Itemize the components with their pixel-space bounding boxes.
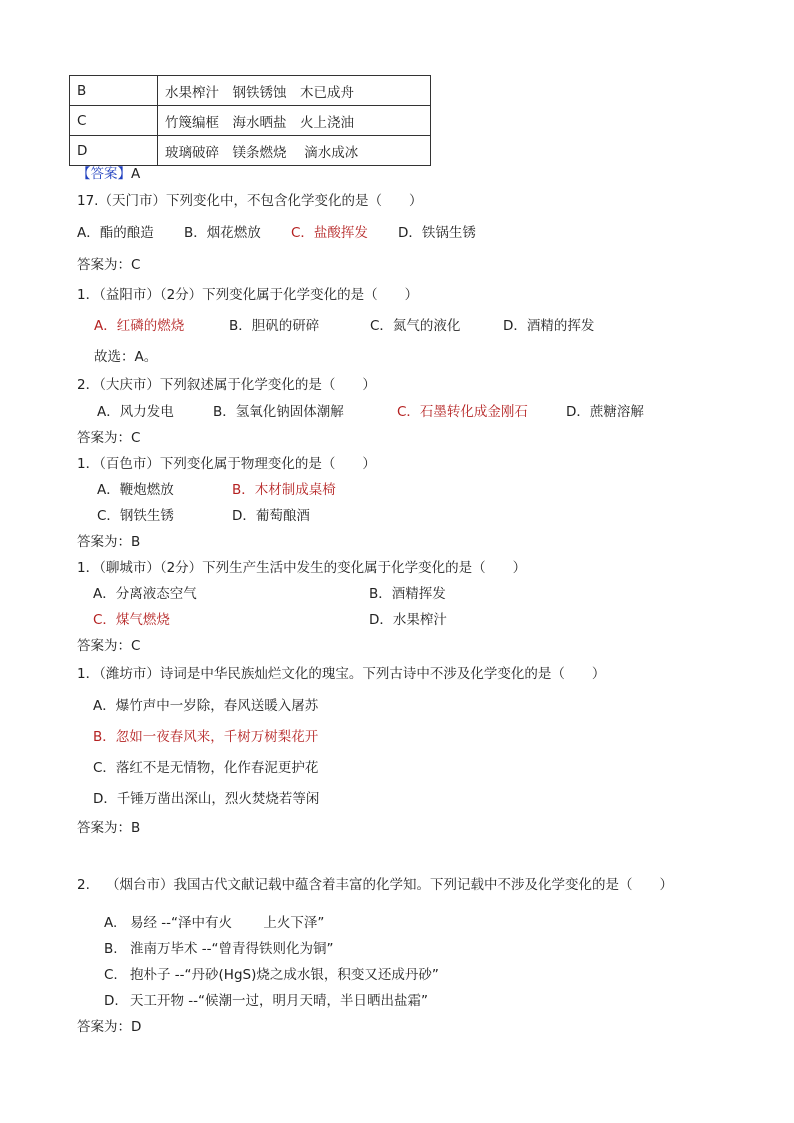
answer-value: A: [131, 166, 141, 182]
answer-line: 答案为：C: [77, 430, 141, 446]
table-row: [70, 136, 431, 166]
option-a: A．鞭炮燃放: [97, 482, 174, 498]
row-key: B: [70, 76, 158, 106]
options-table: [69, 75, 431, 166]
option-a: A．红磷的燃烧: [94, 318, 185, 334]
option-a: A．爆竹声中一岁除，春风送暖入屠苏: [93, 698, 319, 714]
row-key: C: [70, 106, 158, 136]
option-a: 易经 --“泽中有火 上火下泽”: [130, 915, 325, 931]
table-row: [70, 106, 431, 136]
question-stem: （烟台市）我国古代文献记载中蕴含着丰富的化学知。下列记载中不涉及化学变化的是（ ）: [106, 877, 673, 893]
answer-tag: 【答案】: [77, 166, 131, 182]
option-letter: A.: [104, 915, 118, 931]
answer-line: [77, 165, 140, 183]
answer-line: 答案为：B: [77, 534, 141, 550]
option-c: C．钢铁生锈: [97, 508, 174, 524]
answer-line: 答案为：C: [77, 257, 141, 273]
question-stem: 1．（益阳市）（2分）下列变化属于化学变化的是（ ）: [77, 287, 419, 303]
option-a: A．酯的酿造: [77, 225, 154, 241]
option-b: B．木材制成桌椅: [232, 482, 336, 498]
row-value: 水果榨汁 钢铁锈蚀 木已成舟: [158, 76, 431, 106]
option-letter: D.: [104, 993, 119, 1009]
option-c: C．落红不是无情物，化作春泥更护花: [93, 760, 319, 776]
option-c: C．煤气燃烧: [93, 612, 170, 628]
question-stem: 17.（天门市）下列变化中，不包含化学变化的是（ ）: [77, 193, 423, 209]
option-d: D．蔗糖溶解: [566, 404, 644, 420]
option-letter: B.: [104, 941, 118, 957]
option-c: C．盐酸挥发: [291, 225, 368, 241]
option-b: B．酒精挥发: [369, 586, 446, 602]
option-d: D．铁锅生锈: [398, 225, 476, 241]
answer-line: 答案为：D: [77, 1019, 142, 1035]
option-b: 淮南万毕术 --“曾青得铁则化为铜”: [130, 941, 334, 957]
option-a: A．分离液态空气: [93, 586, 197, 602]
option-b: B．胆矾的研碎: [229, 318, 320, 334]
option-d: D．千锤万凿出深山，烈火焚烧若等闲: [93, 791, 320, 807]
option-d: 天工开物 --“候潮一过，明月天晴，半日晒出盐霜”: [130, 993, 429, 1009]
answer-line: 答案为：B: [77, 820, 141, 836]
row-value: 竹篾编框 海水晒盐 火上浇油: [158, 106, 431, 136]
option-d: D．葡萄酿酒: [232, 508, 310, 524]
option-d: D．酒精的挥发: [503, 318, 595, 334]
answer-line: 答案为：C: [77, 638, 141, 654]
option-letter: C.: [104, 967, 118, 983]
question-stem: 1．（百色市）下列变化属于物理变化的是（ ）: [77, 456, 376, 472]
table-row: [70, 76, 431, 106]
option-c: C．氮气的液化: [370, 318, 461, 334]
question-number: 2.: [77, 877, 90, 893]
option-c: C．石墨转化成金刚石: [397, 404, 528, 420]
row-key: D: [70, 136, 158, 166]
option-d: D．水果榨汁: [369, 612, 447, 628]
option-b: B．忽如一夜春风来，千树万树梨花开: [93, 729, 319, 745]
row-value: 玻璃破碎 镁条燃烧 滴水成冰: [158, 136, 431, 166]
question-stem: 2．（大庆市）下列叙述属于化学变化的是（ ）: [77, 377, 376, 393]
option-a: A．风力发电: [97, 404, 174, 420]
option-c: 抱朴子 --“丹砂(HgS)烧之成水银，积变又还成丹砂”: [130, 967, 439, 983]
option-b: B．氢氧化钠固体潮解: [213, 404, 344, 420]
question-stem: 1．（潍坊市）诗词是中华民族灿烂文化的瑰宝。下列古诗中不涉及化学变化的是（ ）: [77, 666, 606, 682]
answer-line: 故选：A。: [94, 349, 158, 365]
question-stem: 1．（聊城市）（2分）下列生产生活中发生的变化属于化学变化的是（ ）: [77, 560, 527, 576]
option-b: B．烟花燃放: [184, 225, 261, 241]
